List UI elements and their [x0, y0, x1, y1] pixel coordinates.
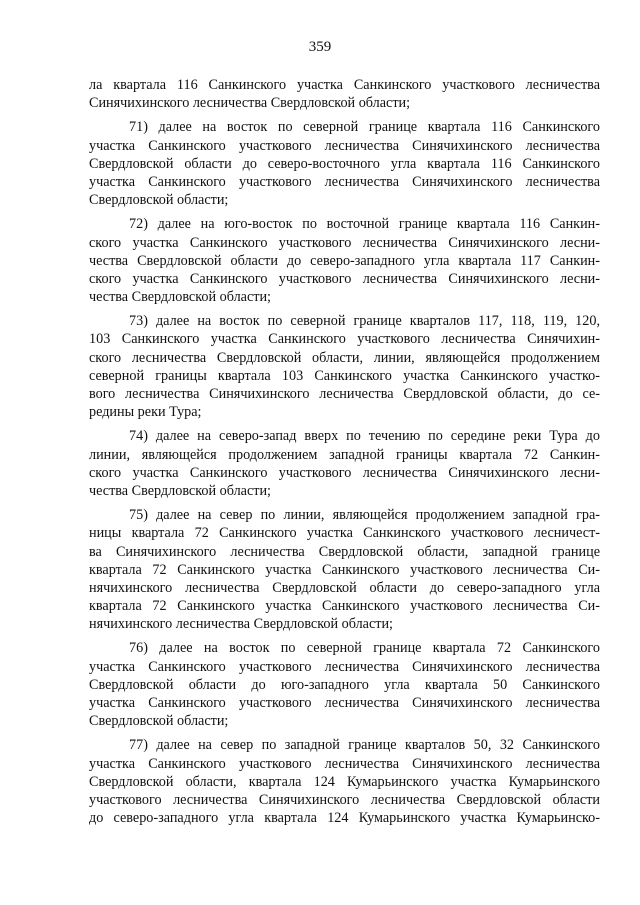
text-line: участка Санкинского участкового лесничества Синячихинского лесничества [89, 755, 600, 772]
text-line: 103 Санкинского участка Санкинского участкового лесничества Синячихин- [89, 331, 600, 348]
text-line: 72) далее на юго-восток по восточной границе квартала 116 Санкин- [129, 216, 600, 233]
paragraph [89, 215, 600, 306]
text-line: 77) далее на север по западной границе кварталов 50, 32 Санкинского [129, 737, 600, 754]
text-line: квартала 72 Санкинского участка Санкинского участкового лесничества Си- [89, 561, 600, 578]
text-line: Синячихинского лесничества Свердловской области; [89, 95, 411, 112]
text-line: 76) далее на восток по северной границе квартала 72 Санкинского [129, 640, 600, 657]
text-line: Свердловской области до северо-восточного угла квартала 116 Санкинского [89, 155, 600, 172]
text-line: 74) далее на северо-запад вверх по течению по середине реки Тура до [129, 428, 600, 445]
paragraph [89, 427, 600, 500]
text-line: 73) далее на восток по северной границе кварталов 117, 118, 119, 120, [129, 313, 600, 330]
text-line: ского лесничества Свердловской области, линии, являющейся продолжением [89, 349, 600, 366]
text-line: нячихинского лесничества Свердловской области; [89, 616, 394, 633]
text-line: 75) далее на север по линии, являющейся продолжением западной гра- [129, 507, 600, 524]
text-line: Свердловской области, квартала 124 Кумарьинского участка Кумарьинского [89, 773, 600, 790]
text-line: ского участка Санкинского участкового лесничества Синячихинского лесни- [89, 464, 600, 481]
text-line: ского участка Санкинского участкового лесничества Синячихинского лесни- [89, 270, 600, 287]
text-line: Свердловской области до юго-западного угла квартала 50 Санкинского [89, 676, 600, 693]
text-line: чества Свердловской области до северо-западного угла квартала 117 Санкин- [89, 252, 600, 269]
text-line: участка Санкинского участкового лесничества Синячихинского лесничества [89, 137, 600, 154]
document-body [89, 76, 600, 833]
text-line: нячихинского лесничества Свердловской области до северо-западного угла [89, 579, 600, 596]
text-line: чества Свердловской области; [89, 482, 271, 499]
text-line: чества Свердловской области; [89, 289, 271, 306]
paragraph [89, 118, 600, 209]
text-line: 71) далее на восток по северной границе квартала 116 Санкинского [129, 119, 600, 136]
paragraph-continuation [89, 76, 600, 112]
text-line: квартала 72 Санкинского участка Санкинского участкового лесничества Си- [89, 598, 600, 615]
paragraph [89, 639, 600, 730]
text-line: северной границы квартала 103 Санкинского участка Санкинского участко- [89, 367, 600, 384]
paragraph [89, 506, 600, 633]
text-line: ва Синячихинского лесничества Свердловской области, западной границе [89, 543, 600, 560]
text-line: до северо-западного угла квартала 124 Кумарьинского участка Кумарьинско- [89, 810, 600, 827]
text-line: участка Санкинского участкового лесничества Синячихинского лесничества [89, 173, 600, 190]
text-line: ницы квартала 72 Санкинского участка Санкинского участкового лесничест- [89, 525, 600, 542]
text-line: Свердловской области; [89, 192, 229, 209]
text-line: Свердловской области; [89, 713, 229, 730]
text-line: участкового лесничества Синячихинского лесничества Свердловской области [89, 791, 600, 808]
text-line: редины реки Тура; [89, 404, 202, 421]
text-line: вого лесничества Синячихинского лесничества Свердловской области, до се- [89, 386, 600, 402]
paragraph [89, 736, 600, 827]
text-line: ского участка Санкинского участкового лесничества Синячихинского лесни- [89, 234, 600, 251]
paragraph [89, 312, 600, 421]
text-line: линии, являющейся продолжением западной границы квартала 72 Санкин- [89, 446, 600, 463]
text-line: ла квартала 116 Санкинского участка Санкинского участкового лесничества [89, 77, 600, 93]
text-line: участка Санкинского участкового лесничества Синячихинского лесничества [89, 695, 600, 711]
page-number: 359 [308, 39, 332, 55]
text-line: участка Санкинского участкового лесничества Синячихинского лесничества [89, 658, 600, 675]
